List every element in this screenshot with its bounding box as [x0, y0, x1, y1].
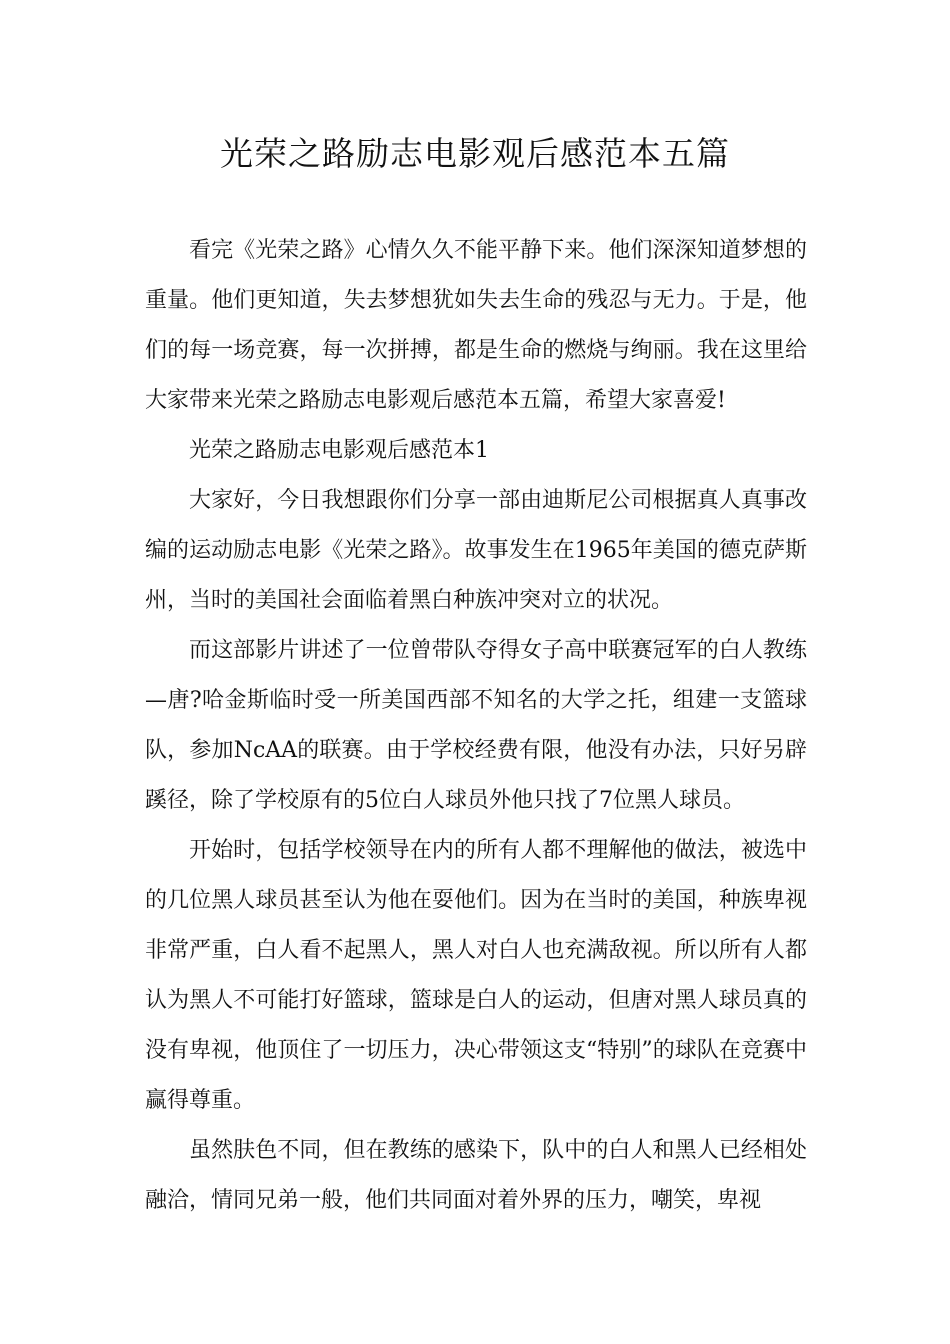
paragraph-2: 而这部影片讲述了一位曾带队夺得女子高中联赛冠军的白人教练—唐?哈金斯临时受一所美国西部不知名的大学之托，组建一支篮球队，参加NcAA的联赛。由于学校经费有限，他没有办法，只好另辟蹊径，除了学校原有的5位白人球员外他只找了7位黑人球员。 [145, 638, 807, 813]
document-body [145, 226, 807, 1226]
section-heading-1: 光荣之路励志电影观后感范本1 [189, 438, 489, 463]
document-title: 光荣之路励志电影观后感范本五篇 [220, 134, 730, 173]
paragraph-4: 虽然肤色不同，但在教练的感染下，队中的白人和黑人已经相处融洽，情同兄弟一般，他们共同面对着外界的压力，嘲笑，卑视 [145, 1138, 807, 1213]
paragraph-3: 开始时，包括学校领导在内的所有人都不理解他的做法，被选中的几位黑人球员甚至认为他在耍他们。因为在当时的美国，种族卑视非常严重，白人看不起黑人，黑人对白人也充满敌视。所以所有人都认为黑人不可能打好篮球，篮球是白人的运动，但唐对黑人球员真的没有卑视，他顶住了一切压力，决心带领这支“特别”的球队在竞赛中赢得尊重。 [145, 838, 807, 1113]
paragraph-1: 大家好，今日我想跟你们分享一部由迪斯尼公司根据真人真事改编的运动励志电影《光荣之路》。故事发生在1965年美国的德克萨斯州，当时的美国社会面临着黑白种族冲突对立的状况。 [145, 488, 807, 613]
paragraph-intro: 看完《光荣之路》心情久久不能平静下来。他们深深知道梦想的重量。他们更知道，失去梦想犹如失去生命的残忍与无力。于是，他们的每一场竞赛，每一次拼搏，都是生命的燃烧与绚丽。我在这里给大家带来光荣之路励志电影观后感范本五篇，希望大家喜爱! [145, 238, 807, 413]
